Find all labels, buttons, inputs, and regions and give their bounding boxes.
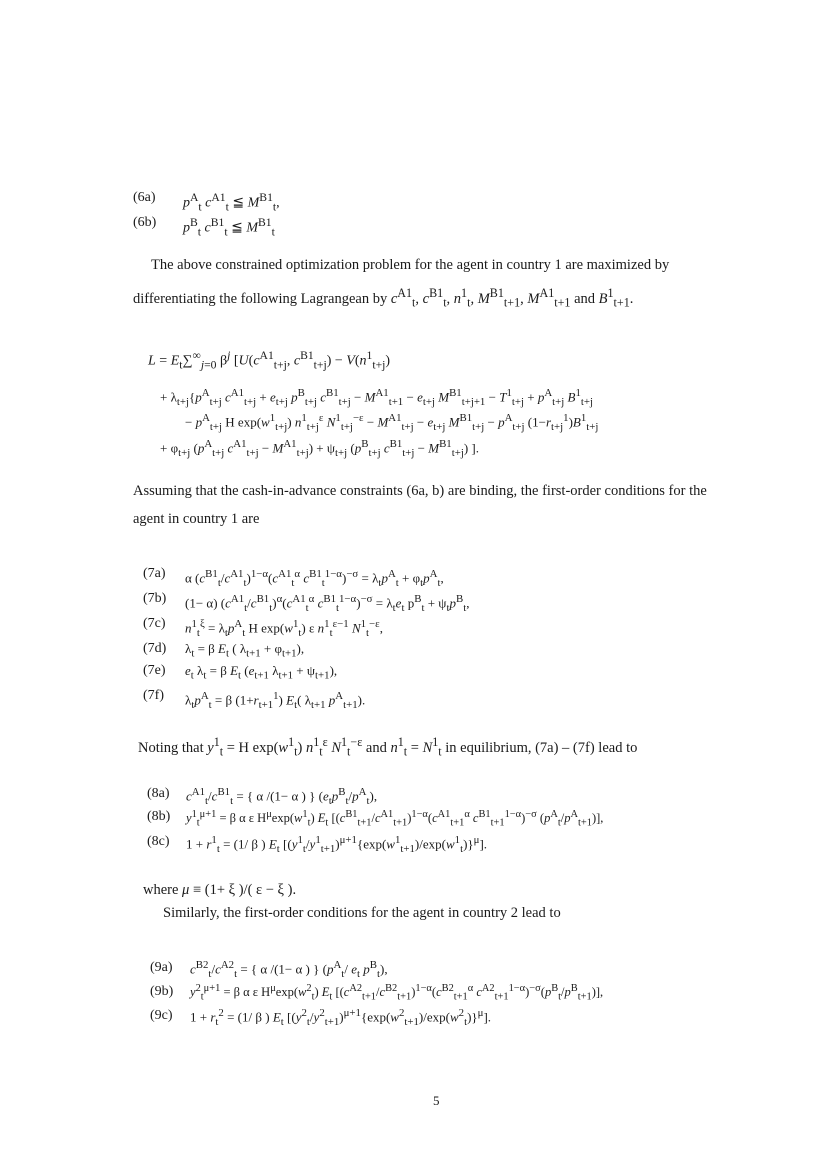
equation-7d: $\lambda_t = \beta$ $E_t$ ( $\lambda_{t+1} + \varphi_{t+1}$), (185, 641, 305, 660)
equation-9b: $y^2_t^{\mu+1} = \beta$ α ε $H^\mu\exp(w^2_t)$ $E_t$ [$(c^{A2}_{t+1}/c^{B2}_{t+1})^{1-\alpha}(c^{B2}_{t+1}^\alpha$ $c^{A2}_{t+1}^{1-\alpha})^{-\sigma}(p^B_t/p^B_{t+1})$], (190, 983, 604, 1003)
lagrangean-line-3: − $p^A_{t+j}$ H $\exp(w^1_{t+j})$ $n^1_{t+j}^\varepsilon$ $N^1_{t+j}^{-\varepsilon} - M^{A1}_{t+j} - e_{t+j}$ $M^{B1}_{t+j} - p^A_{t+j}$ $(1-r_{t+j}^1)B^1_{t+j}$ (185, 412, 599, 433)
eq-label-8a: (8a) (147, 786, 170, 801)
eq-label-8c: (8c) (147, 834, 170, 849)
equation-8b: $y^1_t^{\mu+1} = \beta$ α ε $H^\mu\exp(w^1_t)$ $E_t$ [$(c^{B1}_{t+1}/c^{A1}_{t+1})^{1-\alpha}(c^{A1}_{t+1}^\alpha$ $c^{B1}_{t+1}^{1-\alpha})^{-\sigma}$ $(p^A_t/p^A_{t+1})$], (186, 809, 604, 829)
eq-label-9a: (9a) (150, 960, 173, 975)
eq-label-7e: (7e) (143, 663, 166, 678)
page-number: 5 (433, 1093, 440, 1108)
equation-8c: $1 + r^1_t = (1/$ β ) $E_t$ $[(y^1_t/y^1_{t+1})^{\mu+1}\{\exp(w^1_{t+1})/\exp(w^1_t)\}^\mu]$. (186, 834, 488, 855)
paragraph-country2-intro: Similarly, the first-order conditions for the agent in country 2 lead to (163, 905, 561, 921)
equation-7c: $n^1_t^\xi = \lambda_tp^A_t$ H $\exp(w^1_t)$ ε $n^1_t^{\varepsilon-1}$ $N^1_t^{-\varepsilon}$, (185, 618, 383, 639)
eq-label-6a: (6a) (133, 190, 156, 205)
eq-label-7b: (7b) (143, 591, 167, 606)
equation-7e: $e_t$ $\lambda_t = \beta$ $E_t$ ($e_{t+1}$ $\lambda_{t+1} + \psi_{t+1}$), (185, 663, 338, 682)
lagrangean-line-2: + $\lambda_{t+j}\{p^A_{t+j}$ $c^{A1}_{t+j} + e_{t+j}$ $p^B_{t+j}$ $c^{B1}_{t+j} - M^{A1}_{t+1} - e_{t+j}$ $M^{B1}_{t+j+1} - T^1_{t+j} + p^A_{t+j}$ $B^1_{t+j}$ (160, 387, 594, 408)
eq-label-7a: (7a) (143, 566, 166, 581)
lagrangean-line-1: $L = E_t\sum^\infty_{j=0}$ $\beta^j$ [$U(c^{A1}_{t+j}$, $c^{B1}_{t+j}) - V(n^1_{t+j})$ (148, 349, 391, 372)
eq-label-7c: (7c) (143, 616, 166, 631)
lagrangean-line-4: + $\varphi_{t+j}$ ($p^A_{t+j}$ $c^{A1}_{t+j} - M^{A1}_{t+j}) + \psi_{t+j}$ ($p^B_{t+j}$ $c^{B1}_{t+j} - M^{B1}_{t+j}$) ]. (160, 438, 480, 459)
equation-7b: (1− α) $(c^{A1}_t/c^{B1}_t)^\alpha(c^{A1}_t^\alpha$ $c^{B1}_t^{1-\alpha})^{-\sigma} = \lambda_te_t$ $p^B_t + \psi_tp^B_t$, (185, 593, 470, 614)
paragraph-lagrangean-intro: The above constrained optimization problem for the agent in country 1 are maximized by differentiating the following Lagrangean by $c^{A1}_t$, $c^{B1}_t$, $n^1_t$, $M^{B1}_{t+1}$, $M^{A1}_{t+1}$ and $B^1_{t+1}$. (133, 257, 670, 310)
equation-9a: $c^{B2}_t/c^{A2}_t$ = { α /(1− α ) } ($p^A_t/$ $e_t$ $p^B_t$), (190, 959, 388, 980)
eq-label-9b: (9b) (150, 984, 174, 999)
eq-label-6b: (6b) (133, 215, 157, 230)
equation-9c: $1 + r_t^2 = (1/$ β ) $E_t$ $[(y^2_t/y^2_{t+1})^{\mu+1}\{\exp(w^2_{t+1})/\exp(w^2_t)\}^\mu]$. (190, 1007, 492, 1028)
equation-6a: $p^A_t$ $c^{A1}_t$ ≦ $M^{B1}_t$, (183, 191, 280, 214)
equation-7f: $\lambda_tp^A_t = \beta$ $(1+r_{t+1}^1)$ $E_t$( $\lambda_{t+1}$ $p^A_{t+1}$). (185, 690, 366, 711)
eq-label-7d: (7d) (143, 641, 167, 656)
eq-label-7f: (7f) (143, 688, 164, 703)
paragraph-equilibrium-note: Noting that $y^1_t = H$ $\exp(w^1_t)$ $n^1_t^\varepsilon$ $N^1_t^{-\varepsilon}$ and $n^1_t = N^1_t$ in equilibrium, (7a) – (7f) lead to (138, 735, 638, 759)
equation-8a: $c^{A1}_t/c^{B1}_t$ = { α /(1− α ) } $(e_tp^B_t/p^A_t)$, (186, 786, 378, 807)
eq-label-8b: (8b) (147, 809, 171, 824)
definition-mu: where μ ≡ (1+ ξ )/( ε − ξ ). (143, 882, 297, 898)
equation-6b: $p^B_t$ $c^{B1}_t$ ≦ $M^{B1}_t$ (183, 216, 275, 239)
eq-label-9c: (9c) (150, 1008, 173, 1023)
equation-7a: α $(c^{B1}_t/c^{A1}_t)^{1-\alpha}(c^{A1}_t^\alpha$ $c^{B1}_t^{1-\alpha})^{-\sigma} = \lambda_tp^A_t + \varphi_tp^A_t$, (185, 568, 444, 589)
paragraph-foc-intro: Assuming that the cash-in-advance constraints (6a, b) are binding, the first-order conditions for the agent in country 1 are (133, 483, 707, 527)
